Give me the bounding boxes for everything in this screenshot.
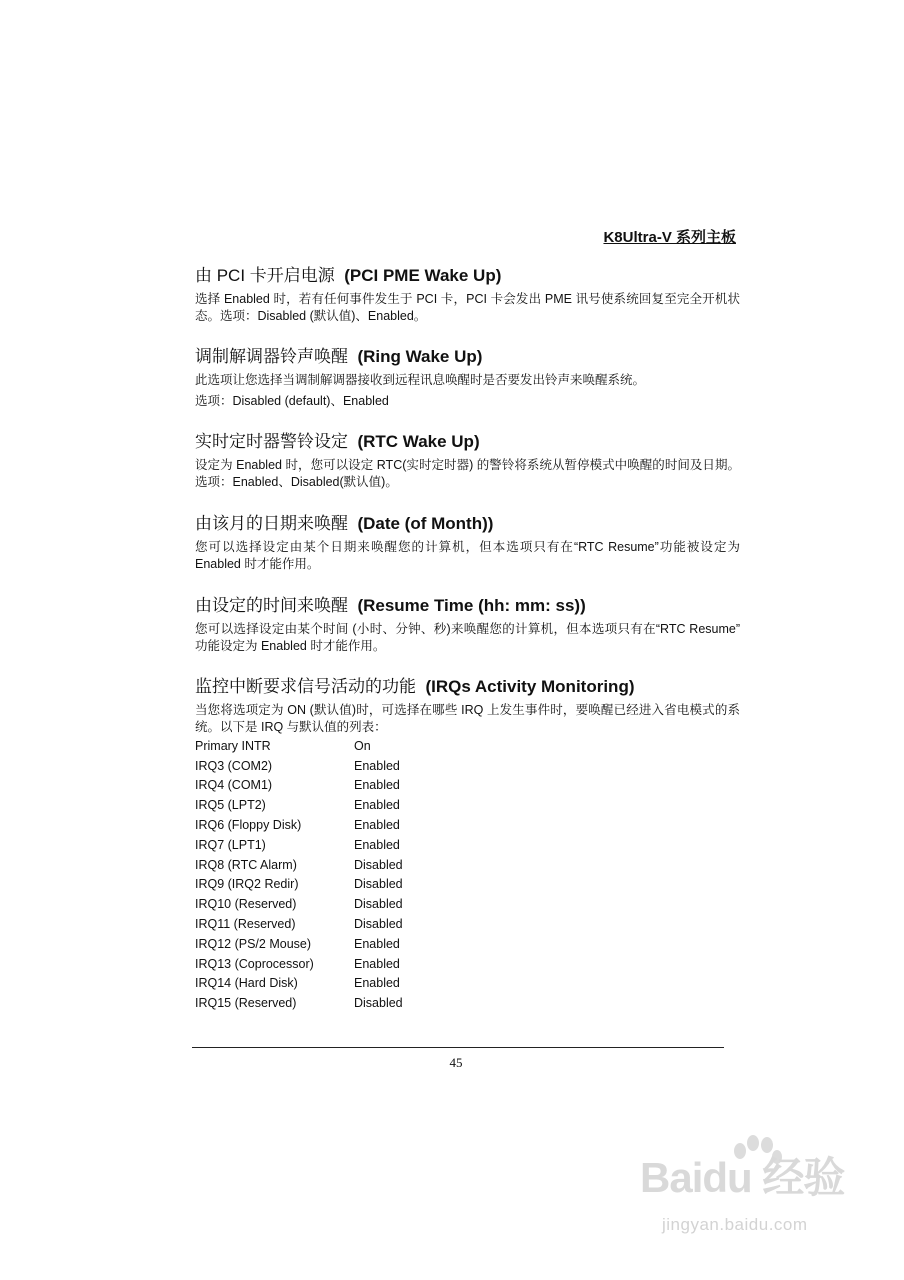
section-irqs-activity-monitoring: [195, 676, 740, 735]
section-heading: [195, 595, 740, 617]
irq-value: Enabled: [354, 837, 400, 852]
table-row: [195, 934, 403, 954]
heading-en: (Date (of Month)): [357, 514, 494, 533]
baidu-watermark: [640, 1145, 860, 1255]
section-heading: [195, 676, 740, 698]
table-row: [195, 835, 403, 855]
table-row: [195, 974, 403, 994]
irq-value: Disabled: [354, 917, 403, 932]
heading-cn: 监控中断要求信号活动的功能: [195, 677, 416, 696]
section-body: 您可以选择设定由某个时间 (小时、分钟、秒)来唤醒您的计算机，但本选项只有在“RTC Resume” 功能设定为 Enabled 时才能作用。: [195, 622, 740, 653]
irq-name: IRQ9 (IRQ2 Redir): [195, 877, 299, 892]
heading-cn: 调制解调器铃声唤醒: [195, 347, 348, 366]
section-body: 当您将选项定为 ON (默认值)时，可选择在哪些 IRQ 上发生事件时，要唤醒已经进入省电模式的系统。以下是 IRQ 与默认值的列表：: [195, 703, 740, 734]
table-row: [195, 795, 403, 815]
table-row: [195, 855, 403, 875]
section-body: 选择 Enabled 时，若有任何事件发生于 PCI 卡，PCI 卡会发出 PME 讯号使系统回复至完全开机状态。选项：Disabled (默认值)、Enabled。: [195, 292, 740, 323]
heading-cn: 实时定时器警铃设定: [195, 432, 348, 451]
section-options: 选项：Disabled (default)、Enabled: [195, 393, 389, 408]
section-ring-wake-up: [195, 346, 740, 409]
irq-value: Disabled: [354, 877, 403, 892]
heading-cn: 由设定的时间来唤醒: [195, 596, 348, 615]
irq-value: Enabled: [354, 818, 400, 833]
irq-name: IRQ10 (Reserved): [195, 897, 297, 912]
irq-name: IRQ12 (PS/2 Mouse): [195, 936, 312, 951]
section-heading: [195, 265, 740, 287]
irq-value: Enabled: [354, 778, 400, 793]
section-body: 您可以选择设定由某个日期来唤醒您的计算机，但本选项只有在“RTC Resume”功能被设定为 Enabled 时才能作用。: [195, 540, 740, 571]
irq-name: IRQ5 (LPT2): [195, 798, 266, 813]
footer-divider: [192, 1047, 724, 1048]
heading-en: (IRQs Activity Monitoring): [425, 677, 635, 696]
irq-value: Enabled: [354, 798, 400, 813]
page-number: 45: [449, 1055, 463, 1070]
section-heading: [195, 431, 740, 453]
table-row: [195, 776, 403, 796]
irq-name: Primary INTR: [195, 738, 271, 753]
section-body: 设定为 Enabled 时，您可以设定 RTC(实时定时器) 的警铃将系统从暂停模式中唤醒的时间及日期。选项：Enabled、Disabled(默认值)。: [195, 458, 740, 489]
section-body: 此选项让您选择当调制解调器接收到远程讯息唤醒时是否要发出铃声来唤醒系统。: [195, 373, 646, 387]
heading-en: (PCI PME Wake Up): [344, 266, 502, 285]
irq-name: IRQ11 (Reserved): [195, 917, 296, 932]
irq-name: IRQ6 (Floppy Disk): [195, 818, 302, 833]
table-row: [195, 875, 403, 895]
irq-value: Enabled: [354, 936, 400, 951]
heading-cn: 由 PCI 卡开启电源: [195, 266, 335, 285]
table-row: [195, 914, 403, 934]
irq-name: IRQ7 (LPT1): [195, 837, 266, 852]
heading-cn: 由该月的日期来唤醒: [195, 514, 348, 533]
irq-value: Disabled: [354, 897, 403, 912]
irq-value: On: [354, 738, 371, 753]
table-row: [195, 993, 403, 1013]
section-resume-time: [195, 595, 740, 654]
irq-name: IRQ3 (COM2): [195, 758, 273, 773]
section-pci-pme-wake-up: [195, 265, 740, 324]
irq-name: IRQ15 (Reserved): [195, 996, 297, 1011]
section-heading: [195, 346, 740, 368]
table-row: [195, 894, 403, 914]
section-date-of-month: [195, 513, 740, 572]
table-row: [195, 954, 403, 974]
irq-name: IRQ14 (Hard Disk): [195, 976, 298, 991]
irq-default-table: [195, 736, 403, 1013]
heading-en: (Ring Wake Up): [357, 347, 483, 366]
irq-value: Enabled: [354, 956, 400, 971]
irq-value: Enabled: [354, 976, 400, 991]
irq-name: IRQ13 (Coprocessor): [195, 956, 314, 971]
irq-value: Enabled: [354, 758, 400, 773]
irq-value: Disabled: [354, 996, 403, 1011]
header-title: K8Ultra-V 系列主板: [603, 229, 736, 246]
watermark-logo-text: Baidu 经验: [640, 1154, 845, 1201]
heading-en: (Resume Time (hh: mm: ss)): [357, 596, 586, 615]
table-row: [195, 815, 403, 835]
irq-name: IRQ4 (COM1): [195, 778, 273, 793]
irq-value: Disabled: [354, 857, 403, 872]
section-heading: [195, 513, 740, 535]
watermark-url: jingyan.baidu.com: [662, 1215, 808, 1234]
table-row: [195, 736, 403, 756]
heading-en: (RTC Wake Up): [357, 432, 480, 451]
table-row: [195, 756, 403, 776]
irq-name: IRQ8 (RTC Alarm): [195, 857, 297, 872]
section-rtc-wake-up: [195, 431, 740, 490]
